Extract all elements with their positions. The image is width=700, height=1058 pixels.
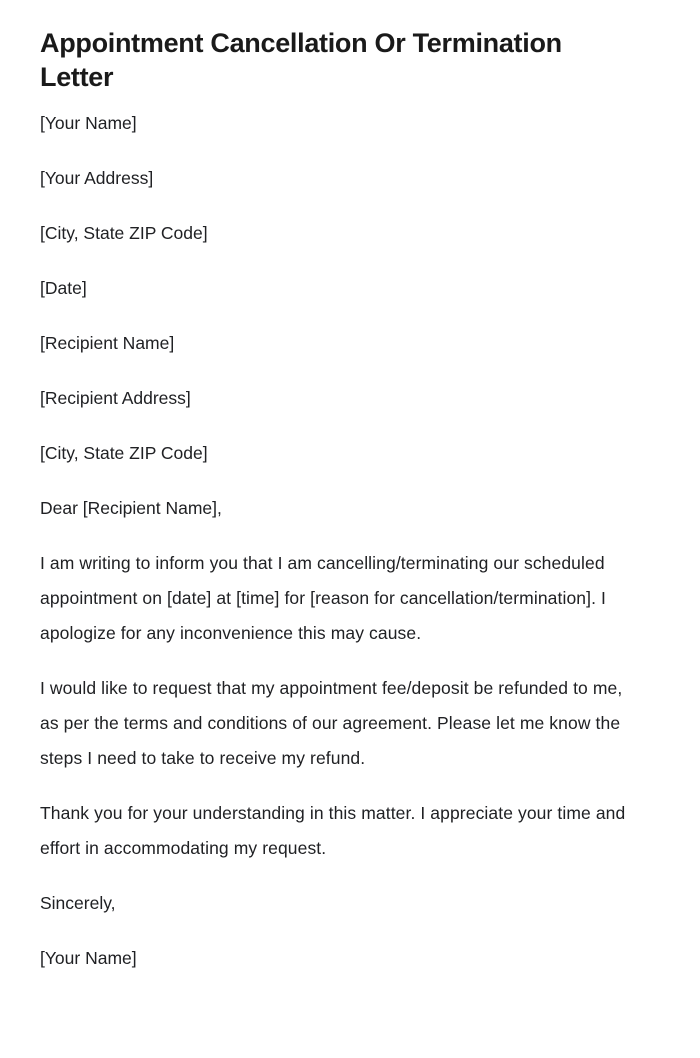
body-paragraph-cancellation: I am writing to inform you that I am cancelling/terminating our scheduled appointment on [date] at [time] for [reason for cancellation/termination]. I apologize for any inconvenience this may cause. [40, 553, 606, 643]
date-line: [Date] [40, 278, 87, 298]
signature-line: [Your Name] [40, 948, 137, 968]
sender-city-state-zip-line: [City, State ZIP Code] [40, 223, 208, 243]
closing-line: Sincerely, [40, 893, 116, 913]
recipient-address-line: [Recipient Address] [40, 388, 191, 408]
recipient-name-line: [Recipient Name] [40, 333, 175, 353]
letter-title: Appointment Cancellation Or Termination Letter [40, 28, 562, 92]
body-paragraph-thanks: Thank you for your understanding in this matter. I appreciate your time and effort in accommodating my request. [40, 803, 626, 858]
recipient-city-state-zip-line: [City, State ZIP Code] [40, 443, 208, 463]
body-paragraph-refund-request: I would like to request that my appointment fee/deposit be refunded to me, as per the terms and conditions of our agreement. Please let me know the steps I need to take to receive my refund. [40, 678, 623, 768]
sender-address-line: [Your Address] [40, 168, 154, 188]
sender-name-line: [Your Name] [40, 113, 137, 133]
salutation-line: Dear [Recipient Name], [40, 498, 222, 518]
